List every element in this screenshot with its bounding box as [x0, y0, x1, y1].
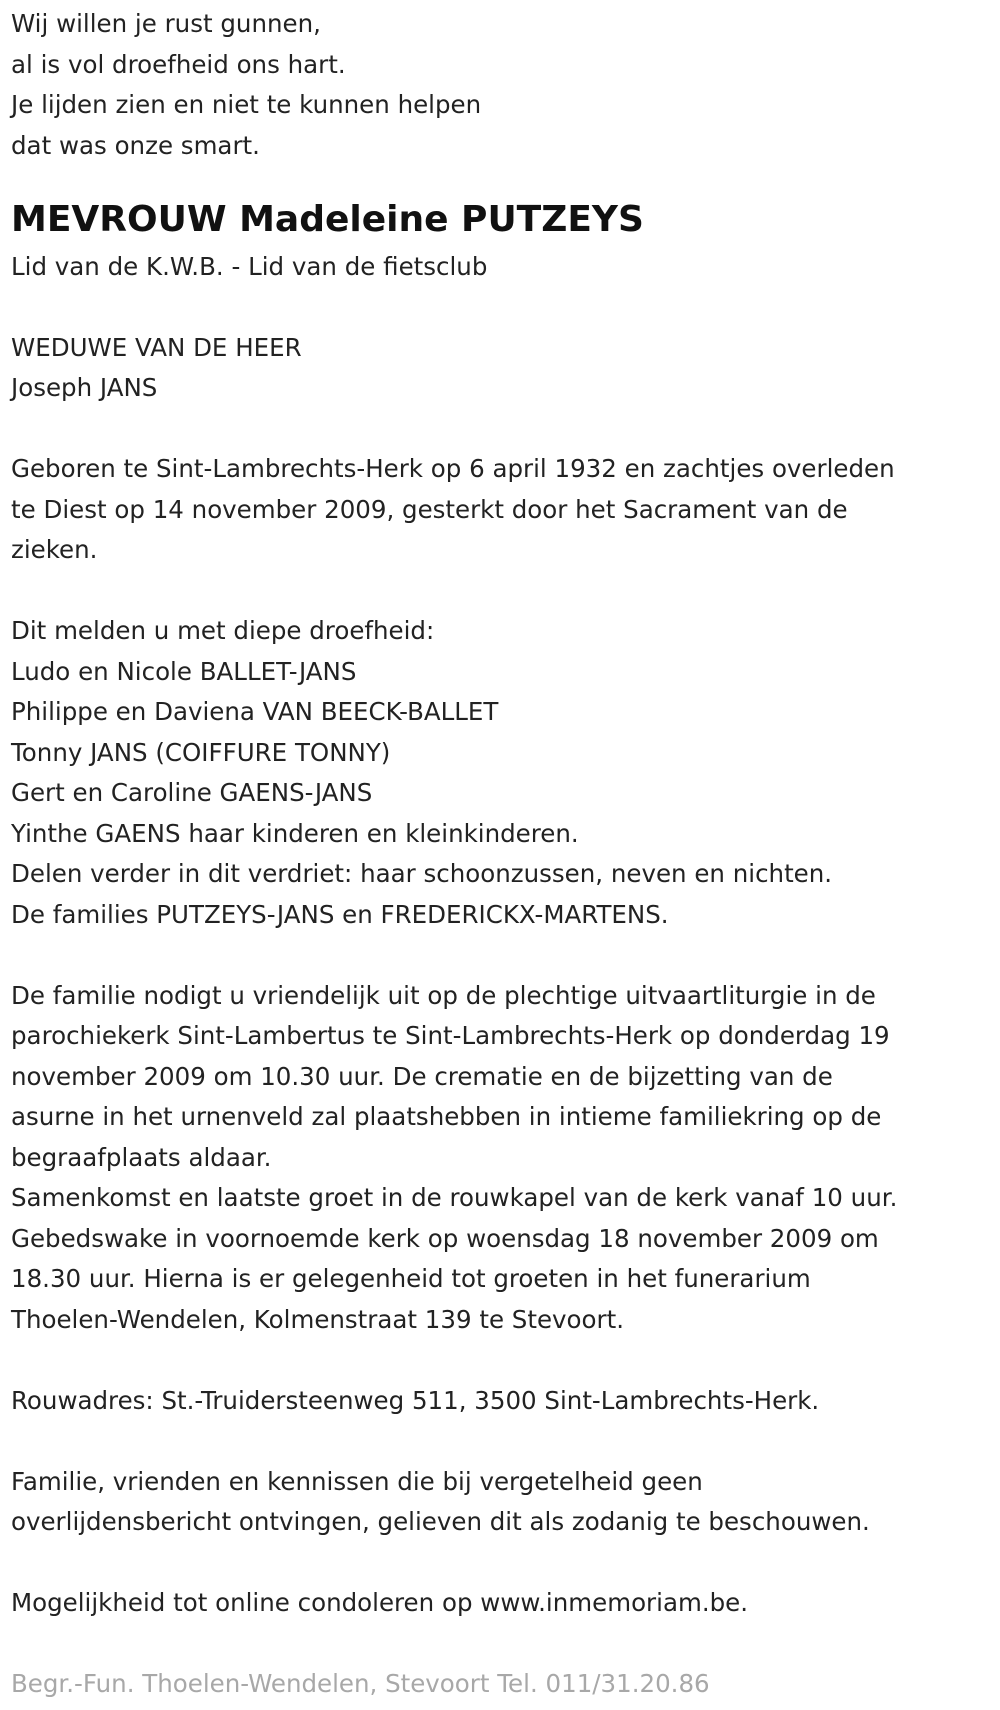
- spacer: [11, 287, 986, 328]
- birth-death-line: zieken.: [11, 535, 98, 564]
- announcer-line: Gert en Caroline GAENS-JANS: [11, 778, 373, 807]
- announcer-line: Delen verder in dit verdriet: haar schoonzussen, neven en nichten.: [11, 859, 833, 888]
- announcer-line: Yinthe GAENS haar kinderen en kleinkinderen.: [11, 818, 579, 848]
- online-condolence: Mogelijkheid tot online condoleren op www.inmemoriam.be.: [11, 1588, 749, 1617]
- poem-line: dat was onze smart.: [11, 130, 260, 160]
- death-notice: [11, 4, 986, 1705]
- spacer: [11, 1624, 986, 1665]
- birth-death-paragraph: [11, 449, 986, 571]
- announcer-line: Ludo en Nicole BALLET-JANS: [11, 656, 357, 686]
- ceremony-line: parochiekerk Sint-Lambertus te Sint-Lambrechts-Herk op donderdag 19: [11, 1021, 890, 1050]
- poem: [11, 4, 986, 166]
- announcer-line: Tonny JANS (COIFFURE TONNY): [11, 737, 391, 767]
- ceremony-line: november 2009 om 10.30 uur. De crematie en de bijzetting van de: [11, 1061, 833, 1091]
- spacer: [11, 1340, 986, 1381]
- ceremony-line: Gebedswake in voornoemde kerk op woensdag 18 november 2009 om: [11, 1223, 879, 1253]
- announcer-line: De families PUTZEYS-JANS en FREDERICKX-MARTENS.: [11, 899, 669, 929]
- poem-line: Wij willen je rust gunnen,: [11, 9, 321, 38]
- widow-section: [11, 328, 986, 409]
- spacer: [11, 1421, 986, 1462]
- deceased-name: MEVROUW Madeleine PUTZEYS: [11, 199, 644, 240]
- spacer: [11, 571, 986, 612]
- spacer: [11, 409, 986, 450]
- announcer-line: Dit melden u met diepe droefheid:: [11, 616, 435, 645]
- spacer: [11, 935, 986, 976]
- birth-death-line: te Diest op 14 november 2009, gesterkt door het Sacrament van de: [11, 494, 848, 524]
- notice-line: Familie, vrienden en kennissen die bij vergetelheid geen: [11, 1466, 703, 1496]
- notice-paragraph: [11, 1462, 986, 1543]
- ceremony-line: Samenkomst en laatste groet in de rouwkapel van de kerk vanaf 10 uur.: [11, 1183, 898, 1212]
- notice-line: overlijdensbericht ontvingen, gelieven dit als zodanig te beschouwen.: [11, 1507, 870, 1536]
- ceremony-line: De familie nodigt u vriendelijk uit op de plechtige uitvaartliturgie in de: [11, 980, 876, 1010]
- birth-death-line: Geboren te Sint-Lambrechts-Herk op 6 april 1932 en zachtjes overleden: [11, 454, 895, 483]
- ceremony-paragraph: [11, 976, 986, 1341]
- membership: Lid van de K.W.B. - Lid van de fietsclub: [11, 251, 488, 281]
- poem-line: al is vol droefheid ons hart.: [11, 49, 346, 79]
- widow-line: WEDUWE VAN DE HEER: [11, 332, 302, 362]
- ceremony-line: begraafplaats aldaar.: [11, 1142, 272, 1172]
- widow-line: Joseph JANS: [11, 373, 158, 402]
- ceremony-line: Thoelen-Wendelen, Kolmenstraat 139 te Stevoort.: [11, 1304, 624, 1334]
- announcers-section: [11, 611, 986, 935]
- mourning-address: Rouwadres: St.-Truidersteenweg 511, 3500 Sint-Lambrechts-Herk.: [11, 1385, 820, 1415]
- poem-line: Je lijden zien en niet te kunnen helpen: [11, 90, 482, 119]
- announcer-line: Philippe en Daviena VAN BEECK-BALLET: [11, 697, 499, 726]
- spacer: [11, 1543, 986, 1584]
- ceremony-line: 18.30 uur. Hierna is er gelegenheid tot groeten in het funerarium: [11, 1264, 811, 1293]
- ceremony-line: asurne in het urnenveld zal plaatshebben in intieme familiekring op de: [11, 1102, 882, 1131]
- funeral-director-footer: Begr.-Fun. Thoelen-Wendelen, Stevoort Tel. 011/31.20.86: [11, 1669, 710, 1698]
